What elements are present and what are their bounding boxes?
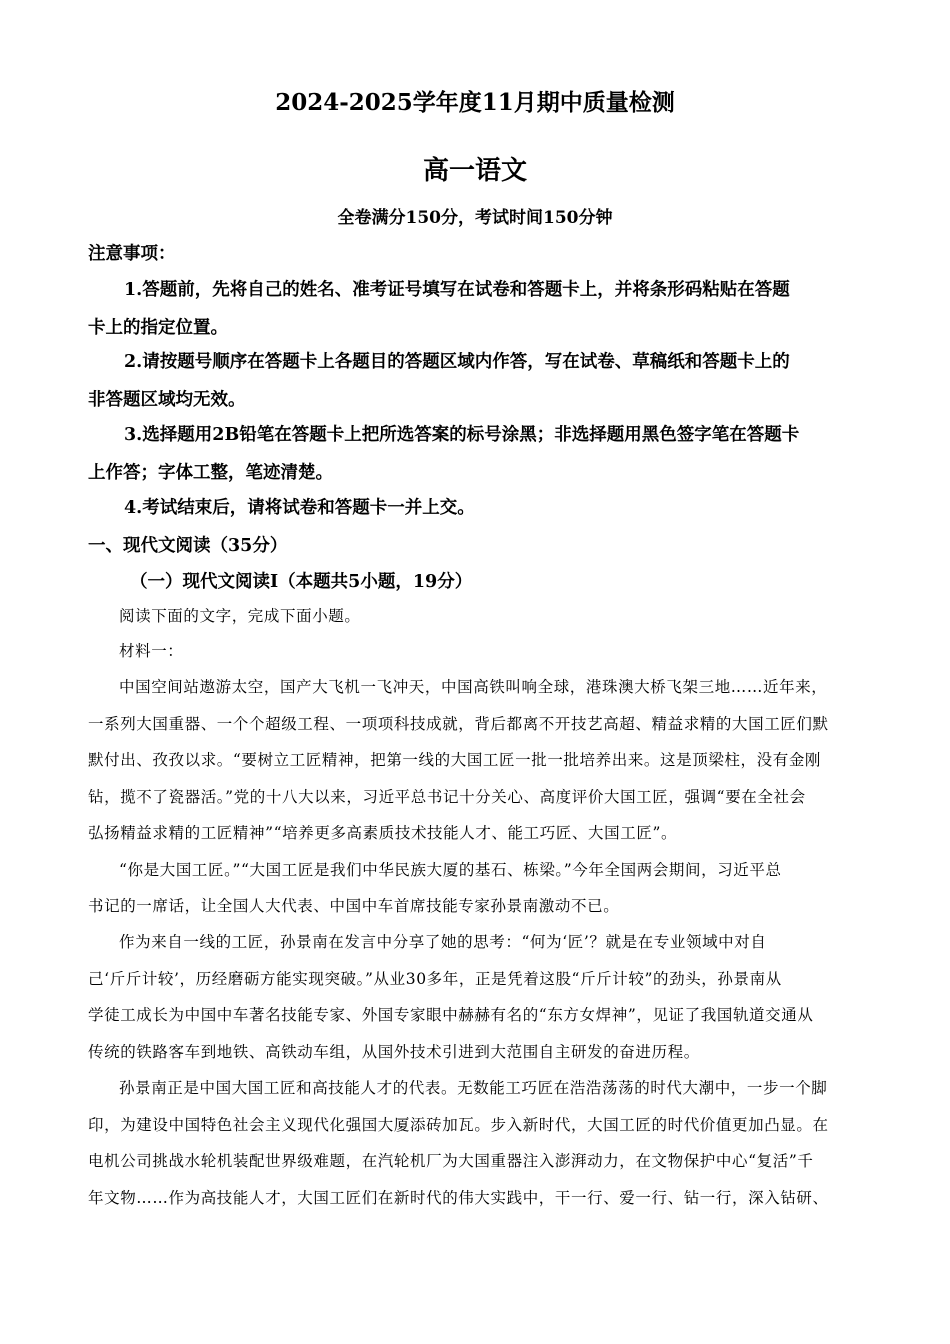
paragraph-4-line-3: 电机公司挑战水轮机装配世界级难题，在汽轮机厂为大国重器注入澎湃动力，在文物保护中心“复活”千: [88, 1152, 814, 1170]
notice-item-2-line-2: 非答题区域均无效。: [88, 390, 246, 410]
notice-item-3-line-1: 3.选择题用2B铅笔在答题卡上把所选答案的标号涂黑；非选择题用黑色签字笔在答题卡: [124, 425, 800, 445]
notice-item-4-line-1: 4.考试结束后，请将试卷和答题卡一并上交。: [124, 498, 475, 518]
paragraph-4-line-2: 印，为建设中国特色社会主义现代化强国大厦添砖加瓦。步入新时代，大国工匠的时代价值更加凸显。在: [88, 1116, 829, 1134]
paragraph-1-line-5: 弘扬精益求精的工匠精神”“培养更多高素质技术技能人才、能工巧匠、大国工匠”。: [88, 824, 678, 842]
paragraph-4-line-1: 孙景南正是中国大国工匠和高技能人才的代表。无数能工巧匠在浩浩荡荡的时代大潮中，一步一个脚: [119, 1079, 828, 1097]
paragraph-3-line-3: 学徒工成长为中国中车著名技能专家、外国专家眼中赫赫有名的“东方女焊神”，见证了我国轨道交通从: [88, 1006, 814, 1024]
paragraph-1-line-2: 一系列大国重器、一个个超级工程、一项项科技成就，背后都离不开技艺高超、精益求精的大国工匠们默: [88, 715, 829, 733]
exam-info: 全卷满分150分，考试时间150分钟: [337, 208, 613, 228]
notice-item-2-line-1: 2.请按题号顺序在答题卡上各题目的答题区域内作答，写在试卷、草稿纸和答题卡上的: [124, 352, 790, 372]
notice-item-3-line-2: 上作答；字体工整，笔迹清楚。: [88, 463, 333, 483]
paragraph-2-line-2: 书记的一席话，让全国人大代表、中国中车首席技能专家孙景南激动不已。: [88, 897, 620, 915]
paragraph-1-line-3: 默付出、孜孜以求。“要树立工匠精神，把第一线的大国工匠一批一批培养出来。这是顶梁柱，没有金刚: [88, 751, 822, 769]
paragraph-3-line-4: 传统的铁路客车到地铁、高铁动车组，从国外技术引进到大范围自主研发的奋进历程。: [88, 1043, 700, 1061]
paragraph-3-line-1: 作为来自一线的工匠，孙景南在发言中分享了她的思考：“何为‘匠’？就是在专业领域中对自: [119, 933, 767, 951]
paragraph-1-line-1: 中国空间站遨游太空，国产大飞机一飞冲天，中国高铁叫响全球，港珠澳大桥飞架三地……近年来，: [119, 678, 828, 696]
paragraph-4-line-4: 年文物……作为高技能人才，大国工匠们在新时代的伟大实践中，干一行、爱一行、钻一行，深入钻研、: [88, 1189, 829, 1207]
exam-title: 2024-2025学年度11月期中质量检测: [275, 89, 675, 116]
paragraph-1-line-4: 钻，揽不了瓷器活。”党的十八大以来，习近平总书记十分关心、高度评价大国工匠，强调“要在全社会: [88, 788, 806, 806]
paragraph-3-line-2: 己‘斤斤计较’，历经磨砺方能实现突破。”从业30多年，正是凭着这股“斤斤计较”的劲头，孙景南从: [88, 970, 782, 988]
instruction: 阅读下面的文字，完成下面小题。: [119, 607, 361, 625]
material-label: 材料一：: [119, 642, 184, 660]
notice-item-1-line-1: 1.答题前，先将自己的姓名、准考证号填写在试卷和答题卡上，并将条形码粘贴在答题: [124, 280, 790, 300]
notice-item-1-line-2: 卡上的指定位置。: [88, 318, 228, 338]
paragraph-2-line-1: “你是大国工匠。”“大国工匠是我们中华民族大厦的基石、栋梁。”今年全国两会期间，习近平总: [119, 861, 782, 879]
subsection-heading: （一）现代文阅读Ⅰ（本题共5小题，19分）: [130, 572, 473, 592]
subject-title: 高一语文: [422, 156, 527, 186]
notice-heading: 注意事项：: [88, 244, 176, 264]
section-heading: 一、现代文阅读（35分）: [88, 536, 288, 556]
